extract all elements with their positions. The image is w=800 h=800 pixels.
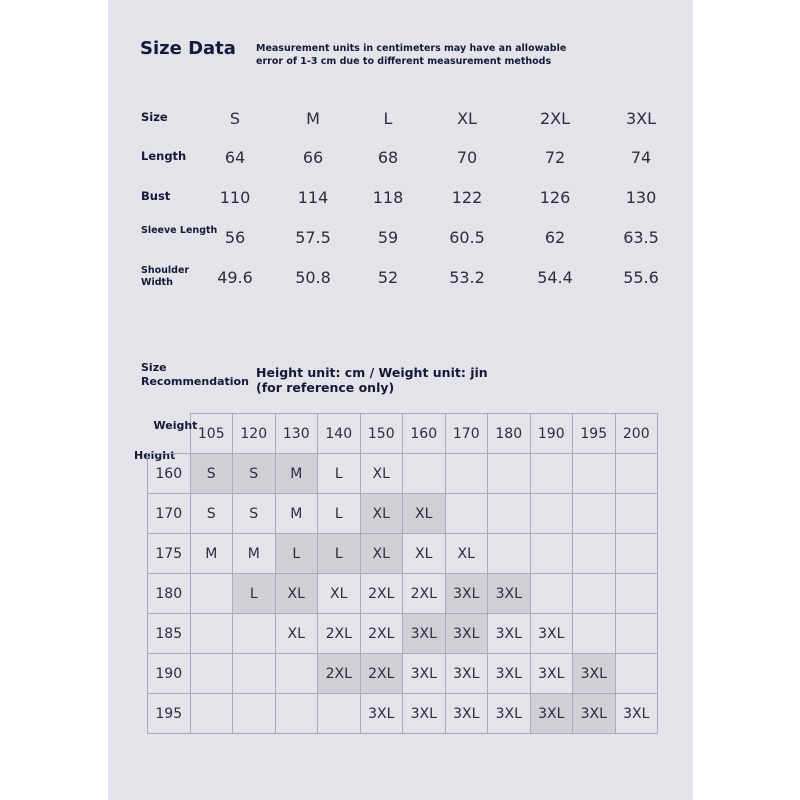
table-row [148,454,658,494]
size-cell: 52 [377,268,399,287]
size-recommendation-cell: 2XL [403,574,446,614]
size-recommendation-cell: 3XL [403,654,446,694]
size-cell: 54.4 [537,268,573,287]
size-recommendation-cell: M [275,494,318,534]
weight-header: 160 [403,414,446,454]
size-recommendation-cell: 3XL [445,614,488,654]
size-cell: 50.8 [295,268,331,287]
size-cell: 114 [297,188,329,207]
size-recommendation-cell: XL [403,494,446,534]
height-axis-label: Height [134,449,176,462]
height-header: 190 [148,654,191,694]
size-recommendation-cell: L [318,454,361,494]
size-cell: L [383,109,393,128]
size-cell: 68 [377,148,399,167]
size-recommendation-cell [275,694,318,734]
size-cell: 130 [625,188,657,207]
size-recommendation-cell: 3XL [530,654,573,694]
size-row [0,109,800,139]
size-recommendation-cell [615,574,658,614]
size-cell: 110 [219,188,251,207]
size-recommendation-cell: 3XL [530,614,573,654]
size-cell: 63.5 [623,228,659,247]
table-row [148,654,658,694]
size-recommendation-cell [445,494,488,534]
size-recommendation-cell: 3XL [445,574,488,614]
size-cell: M [306,109,320,128]
size-recommendation-cell: 3XL [488,694,531,734]
size-recommendation-cell: 3XL [403,614,446,654]
height-header: 170 [148,494,191,534]
size-row [0,265,800,298]
size-recommendation-cell: M [275,454,318,494]
size-recommendation-cell [573,454,616,494]
size-cell: 66 [302,148,324,167]
weight-header: 195 [573,414,616,454]
size-recommendation-cell [615,614,658,654]
size-row-label: Sleeve Length [141,225,218,236]
size-recommendation-cell [615,534,658,574]
grid-corner [148,414,198,454]
height-header: 160 [148,454,191,494]
weight-header: 150 [360,414,403,454]
weight-header: 170 [445,414,488,454]
size-recommendation-cell [445,454,488,494]
size-cell: 59 [377,228,399,247]
size-cell: 64 [224,148,246,167]
size-recommendation-cell: L [318,534,361,574]
size-recommendation-cell [615,494,658,534]
height-header: 180 [148,574,191,614]
recommendation-units: Height unit: cm / Weight unit: jin (for reference only) [256,365,488,395]
size-recommendation-cell: XL [318,574,361,614]
size-recommendation-cell: 2XL [318,654,361,694]
size-cell: S [229,109,241,128]
size-recommendation-cell: XL [360,534,403,574]
size-row-label: Size [141,110,168,124]
size-recommendation-cell: M [190,534,233,574]
size-cell: 62 [544,228,566,247]
weight-header: 180 [488,414,531,454]
height-header: 175 [148,534,191,574]
size-cell: 55.6 [623,268,659,287]
size-recommendation-cell [488,494,531,534]
size-recommendation-cell [615,454,658,494]
size-cell: 3XL [625,109,657,128]
size-recommendation-cell: XL [360,494,403,534]
size-recommendation-cell: L [318,494,361,534]
table-row [148,494,658,534]
table-row [148,694,658,734]
recommendation-label: Size Recommendation [141,361,249,388]
size-recommendation-cell: XL [360,454,403,494]
size-recommendation-cell [530,494,573,534]
size-recommendation-cell: S [190,454,233,494]
size-recommendation-cell [318,694,361,734]
size-cell: 60.5 [449,228,485,247]
size-recommendation-cell [615,654,658,694]
size-recommendation-cell: 2XL [360,654,403,694]
table-row [148,574,658,614]
size-cell: 49.6 [217,268,253,287]
height-header: 185 [148,614,191,654]
size-cell: 70 [456,148,478,167]
size-recommendation-cell: L [275,534,318,574]
size-row [0,225,800,258]
size-recommendation-cell [275,654,318,694]
size-cell: 2XL [539,109,571,128]
size-recommendation-cell: XL [403,534,446,574]
size-cell: 126 [539,188,571,207]
size-recommendation-cell: M [233,534,276,574]
size-cell: 57.5 [295,228,331,247]
size-recommendation-cell: 3XL [573,694,616,734]
size-recommendation-cell [530,454,573,494]
size-recommendation-cell [233,614,276,654]
size-cell: 72 [544,148,566,167]
size-recommendation-cell [573,534,616,574]
size-recommendation-grid [147,413,658,734]
page-title: Size Data [140,38,236,59]
size-recommendation-cell [190,654,233,694]
size-recommendation-cell: 2XL [318,614,361,654]
weight-header: 140 [318,414,361,454]
size-recommendation-cell [488,534,531,574]
weight-axis-label: Weight [153,418,198,432]
size-recommendation-cell [530,534,573,574]
size-row [0,148,800,178]
size-recommendation-cell [190,614,233,654]
size-recommendation-cell [403,454,446,494]
size-recommendation-cell: XL [275,574,318,614]
weight-header: 120 [233,414,276,454]
size-recommendation-cell [573,494,616,534]
size-row-label: Bust [141,189,171,203]
size-recommendation-cell: 3XL [573,654,616,694]
size-cell: 118 [372,188,404,207]
size-cell: 122 [451,188,483,207]
size-recommendation-cell: 3XL [360,694,403,734]
size-recommendation-cell: S [190,494,233,534]
size-recommendation-cell [233,654,276,694]
measurement-note: Measurement units in centimeters may have an allowable error of 1-3 cm due to different measurement methods [256,43,567,67]
size-row [0,188,800,218]
size-recommendation-cell [530,574,573,614]
height-header: 195 [148,694,191,734]
size-recommendation-cell: 3XL [488,574,531,614]
weight-header: 130 [275,414,318,454]
size-recommendation-cell: 2XL [360,574,403,614]
size-recommendation-cell: 3XL [445,694,488,734]
size-cell: XL [457,109,477,128]
size-recommendation-cell [190,574,233,614]
size-recommendation-cell: 3XL [530,694,573,734]
size-recommendation-cell: 2XL [360,614,403,654]
size-recommendation-cell: L [233,574,276,614]
size-recommendation-cell [573,574,616,614]
table-row [148,534,658,574]
size-cell: 56 [224,228,246,247]
size-recommendation-cell: XL [275,614,318,654]
weight-header: 105 [190,414,233,454]
size-recommendation-cell: S [233,454,276,494]
size-recommendation-cell [233,694,276,734]
size-recommendation-cell: 3XL [488,614,531,654]
size-recommendation-cell: 3XL [403,694,446,734]
size-recommendation-cell: XL [445,534,488,574]
size-row-label: Shoulder Width [141,265,190,288]
size-recommendation-cell: S [233,494,276,534]
table-row [148,614,658,654]
size-recommendation-cell: 3XL [615,694,658,734]
size-cell: 53.2 [449,268,485,287]
weight-header: 200 [615,414,658,454]
size-recommendation-cell [488,454,531,494]
size-recommendation-cell [190,694,233,734]
size-row-label: Length [141,149,187,163]
size-recommendation-cell: 3XL [445,654,488,694]
size-cell: 74 [630,148,652,167]
weight-header-row [148,414,658,454]
size-recommendation-cell [573,614,616,654]
size-recommendation-cell: 3XL [488,654,531,694]
weight-header: 190 [530,414,573,454]
